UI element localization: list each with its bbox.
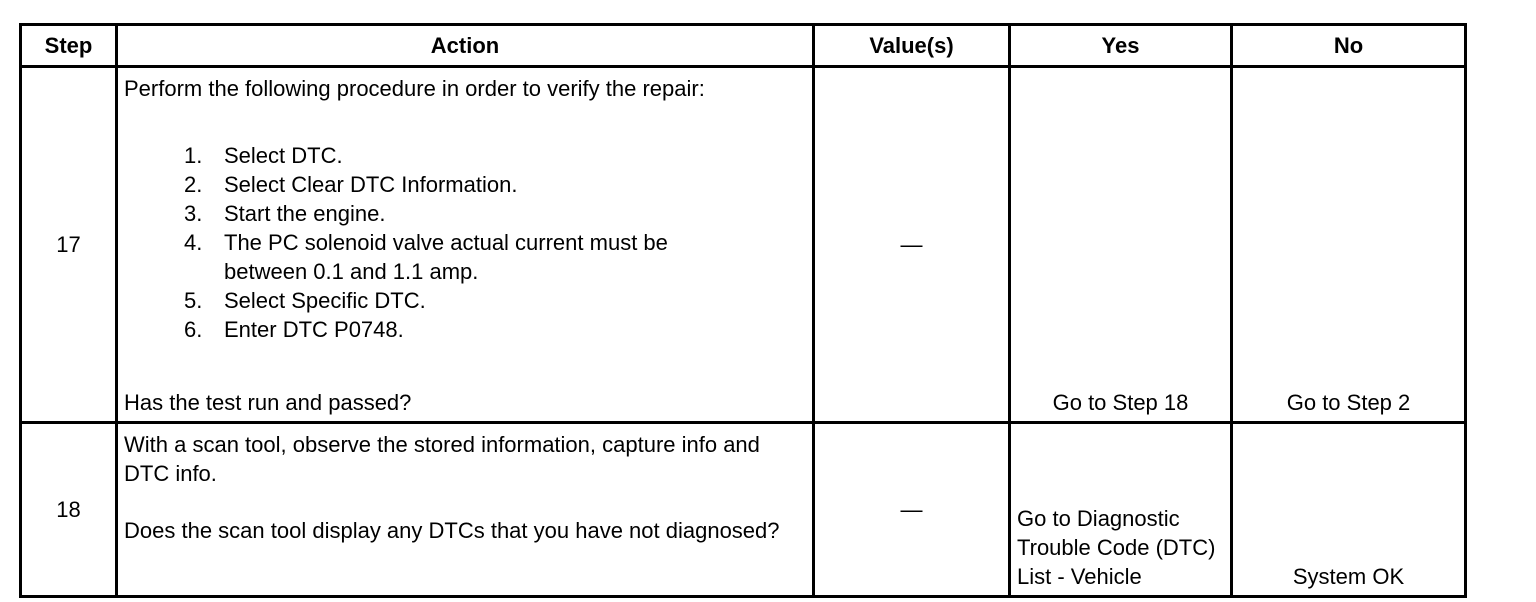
header-step: Step	[21, 25, 117, 67]
procedure-list	[124, 141, 806, 344]
yes-cell: Go to Step 18	[1010, 67, 1232, 423]
action-question: Does the scan tool display any DTCs that you have not diagnosed?	[124, 518, 780, 543]
header-yes: Yes	[1010, 25, 1232, 67]
procedure-step: 6. Enter DTC P0748.	[184, 317, 404, 342]
action-cell	[117, 67, 814, 423]
procedure-step: 3. Start the engine.	[184, 201, 386, 226]
header-row	[21, 25, 1466, 67]
header-no: No	[1232, 25, 1466, 67]
step-number: 17	[21, 67, 117, 423]
header-values: Value(s)	[814, 25, 1010, 67]
procedure-step: 4. The PC solenoid valve actual current must be between 0.1 and 1.1 amp.	[184, 230, 668, 284]
step-number: 18	[21, 423, 117, 597]
diagnostic-table	[19, 23, 1467, 598]
procedure-step: 1. Select DTC.	[184, 143, 343, 168]
action-question: Has the test run and passed?	[124, 390, 412, 415]
table-row-step-18	[21, 423, 1466, 597]
action-cell	[117, 423, 814, 597]
values-cell: —	[814, 423, 1010, 597]
action-intro: Perform the following procedure in order to verify the repair:	[124, 76, 705, 101]
action-intro: With a scan tool, observe the stored information, capture info and DTC info.	[124, 432, 760, 486]
yes-cell: Go to Diagnostic Trouble Code (DTC) List - Vehicle	[1010, 423, 1232, 597]
values-cell: —	[814, 67, 1010, 423]
procedure-step: 5. Select Specific DTC.	[184, 288, 426, 313]
table-row-step-17	[21, 67, 1466, 423]
procedure-step: 2. Select Clear DTC Information.	[184, 172, 518, 197]
no-cell: Go to Step 2	[1232, 67, 1466, 423]
header-action: Action	[117, 25, 814, 67]
no-cell: System OK	[1232, 423, 1466, 597]
